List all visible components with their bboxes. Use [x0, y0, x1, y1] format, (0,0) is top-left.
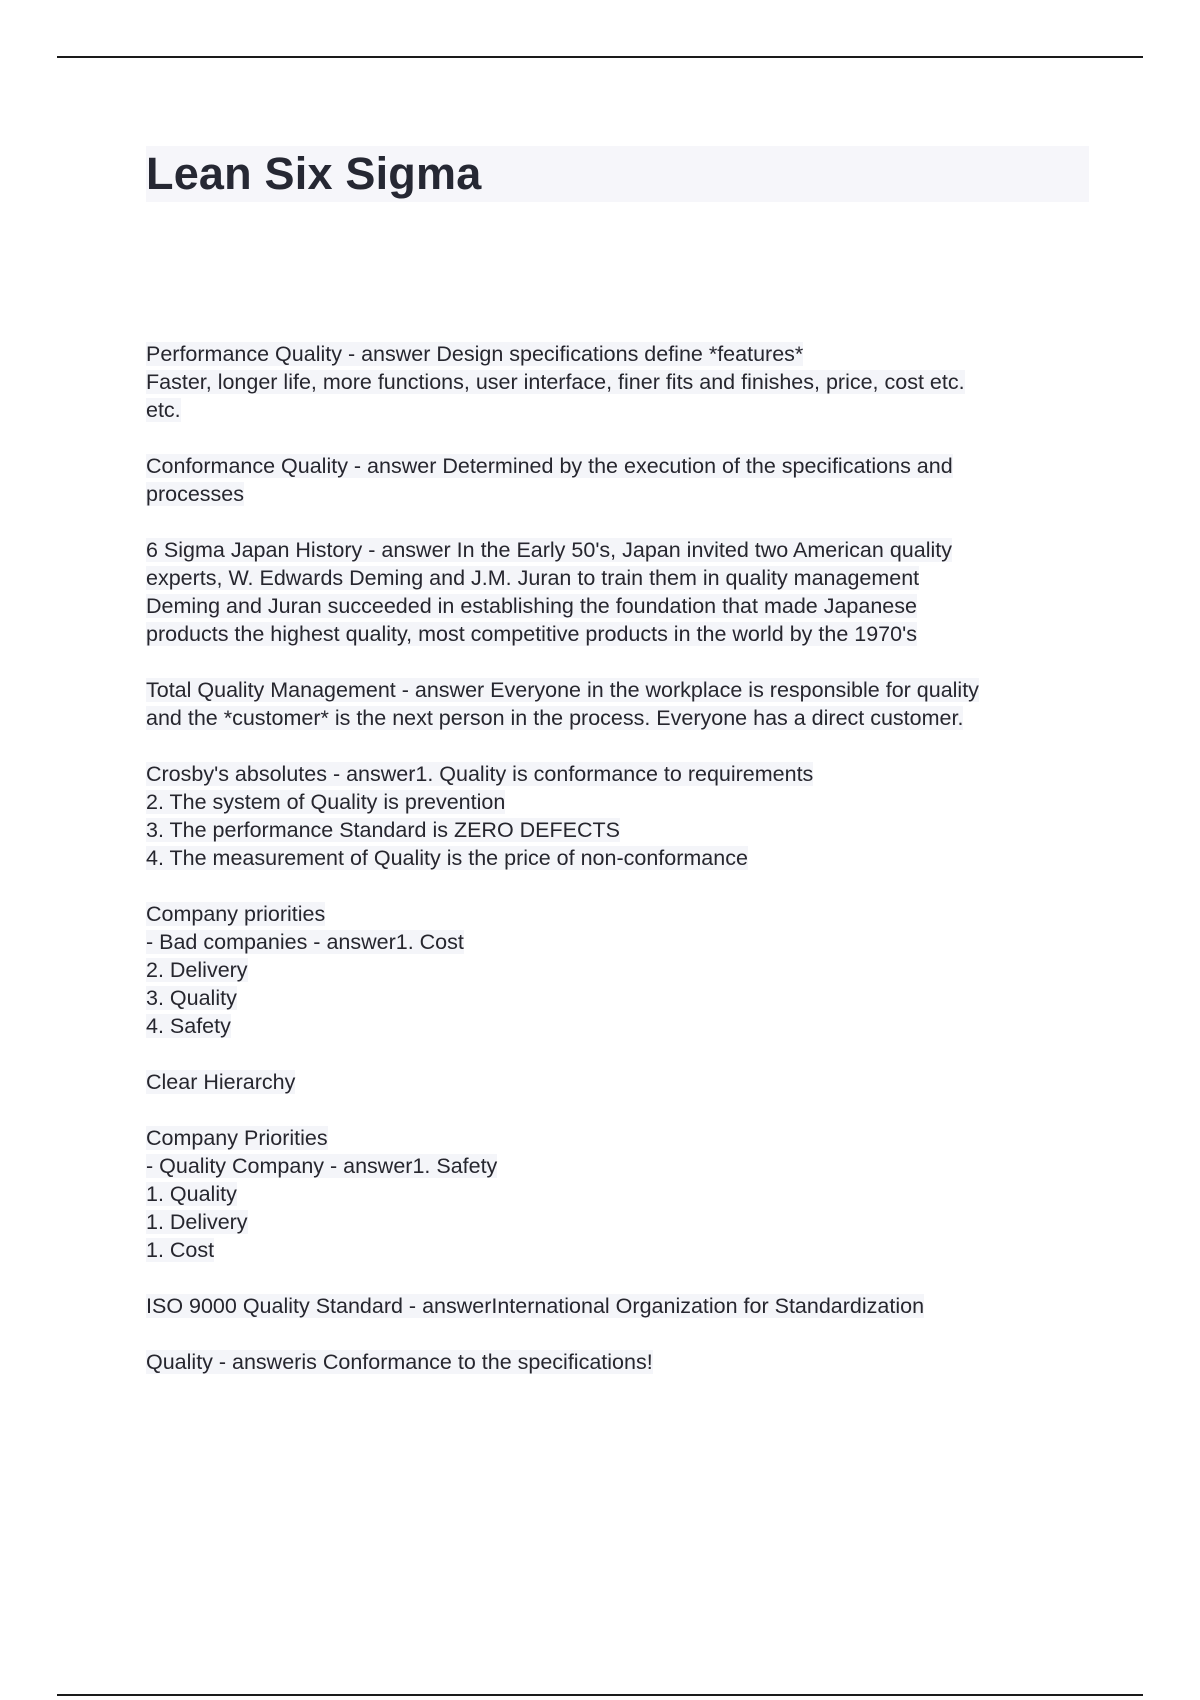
entry-line-text: - Bad companies - answer1. Cost	[146, 930, 464, 954]
entry-line	[146, 1068, 1096, 1096]
flashcard-entry	[146, 760, 1096, 872]
entry-line-text: Company Priorities	[146, 1126, 328, 1150]
entry-line	[146, 1180, 1096, 1208]
entry-line	[146, 452, 1096, 480]
entry-line	[146, 900, 1096, 928]
entry-line-text: Company priorities	[146, 902, 326, 926]
entry-line	[146, 844, 1096, 872]
entry-line-text: Performance Quality - answer Design specifications define *features*	[146, 342, 804, 366]
entry-line	[146, 1012, 1096, 1040]
entry-line	[146, 928, 1096, 956]
entry-line-text: and the *customer* is the next person in the process. Everyone has a direct customer.	[146, 706, 964, 730]
entry-line	[146, 760, 1096, 788]
flashcard-entry	[146, 900, 1096, 1040]
entry-line	[146, 1236, 1096, 1264]
entry-line-text: Total Quality Management - answer Everyone in the workplace is responsible for quality	[146, 678, 979, 702]
flashcard-entry	[146, 340, 1096, 424]
entry-line-text: Conformance Quality - answer Determined by the execution of the specifications and	[146, 454, 953, 478]
title-block	[146, 146, 1089, 202]
bottom-rule	[57, 1694, 1143, 1696]
entry-line	[146, 592, 1096, 620]
flashcard-list	[146, 340, 1096, 1404]
entry-line-text: Deming and Juran succeeded in establishing the foundation that made Japanese	[146, 594, 917, 618]
entry-line-text: 1. Cost	[146, 1238, 215, 1262]
entry-line	[146, 340, 1096, 368]
entry-line	[146, 396, 1096, 424]
entry-line-text: 4. Safety	[146, 1014, 231, 1038]
entry-line	[146, 984, 1096, 1012]
entry-line	[146, 1348, 1096, 1376]
entry-line-text: Clear Hierarchy	[146, 1070, 296, 1094]
entry-line	[146, 816, 1096, 844]
entry-line-text: Faster, longer life, more functions, user interface, finer fits and finishes, price, cost etc.	[146, 370, 965, 394]
entry-line-text: etc.	[146, 398, 181, 422]
entry-line	[146, 956, 1096, 984]
flashcard-entry	[146, 1292, 1096, 1320]
entry-line-text: experts, W. Edwards Deming and J.M. Juran to train them in quality management	[146, 566, 920, 590]
entry-line-text: products the highest quality, most competitive products in the world by the 1970's	[146, 622, 917, 646]
entry-line-text: 6 Sigma Japan History - answer In the Early 50's, Japan invited two American quality	[146, 538, 952, 562]
entry-line	[146, 620, 1096, 648]
entry-line	[146, 1124, 1096, 1152]
entry-line-text: 2. Delivery	[146, 958, 248, 982]
entry-line-text: 2. The system of Quality is prevention	[146, 790, 506, 814]
entry-line	[146, 564, 1096, 592]
entry-line-text: Crosby's absolutes - answer1. Quality is conformance to requirements	[146, 762, 814, 786]
entry-line-text: 4. The measurement of Quality is the price of non-conformance	[146, 846, 748, 870]
entry-line	[146, 788, 1096, 816]
entry-line	[146, 1152, 1096, 1180]
flashcard-entry	[146, 676, 1096, 732]
top-rule	[57, 56, 1143, 58]
entry-line-text: 3. The performance Standard is ZERO DEFECTS	[146, 818, 620, 842]
entry-line	[146, 1208, 1096, 1236]
entry-line-text: Quality - answeris Conformance to the specifications!	[146, 1350, 653, 1374]
entry-line-text: 1. Delivery	[146, 1210, 248, 1234]
flashcard-entry	[146, 536, 1096, 648]
flashcard-entry	[146, 1348, 1096, 1376]
entry-line-text: 3. Quality	[146, 986, 237, 1010]
entry-line-text: processes	[146, 482, 244, 506]
entry-line	[146, 676, 1096, 704]
flashcard-entry	[146, 1068, 1096, 1096]
entry-line	[146, 368, 1096, 396]
entry-line-text: 1. Quality	[146, 1182, 237, 1206]
page-title: Lean Six Sigma	[146, 148, 482, 199]
entry-line-text: ISO 9000 Quality Standard - answerInternational Organization for Standardization	[146, 1294, 925, 1318]
flashcard-entry	[146, 452, 1096, 508]
entry-line	[146, 704, 1096, 732]
entry-line	[146, 480, 1096, 508]
entry-line-text: - Quality Company - answer1. Safety	[146, 1154, 498, 1178]
flashcard-entry	[146, 1124, 1096, 1264]
entry-line	[146, 536, 1096, 564]
entry-line	[146, 1292, 1096, 1320]
